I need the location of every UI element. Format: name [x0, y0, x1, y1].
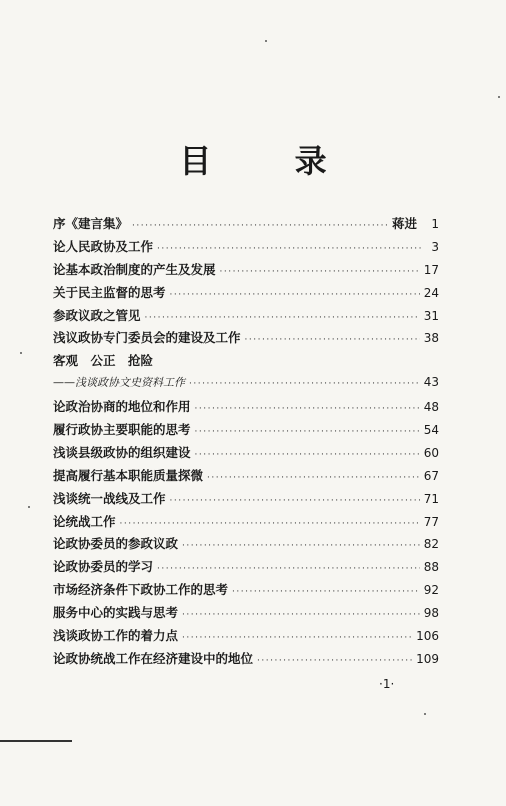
toc-entry [53, 603, 439, 626]
toc-entry-page: 17 [423, 262, 439, 277]
toc-entry-page: 60 [423, 445, 439, 460]
toc-entry-title: 浅议政协专门委员会的建设及工作 [53, 330, 241, 346]
dot-leader [182, 610, 420, 620]
toc-entry [53, 512, 439, 535]
toc-entry [53, 397, 439, 420]
toc-entry-title: 论人民政协及工作 [53, 238, 154, 254]
scan-speck [28, 506, 30, 508]
toc-entry-title: 关于民主监督的思考 [53, 284, 166, 300]
dot-leader [195, 404, 420, 414]
toc-entry-page: 67 [423, 468, 439, 483]
page-title: 目 录 [179, 142, 363, 180]
toc-entry [53, 306, 439, 329]
dot-leader [157, 564, 420, 574]
toc-entry-page: 31 [423, 308, 439, 323]
toc-entry [53, 466, 439, 489]
toc-entry [53, 260, 439, 283]
toc-entry [53, 489, 439, 512]
toc-entry-title: 论统战工作 [53, 513, 116, 529]
toc-entry-page: 71 [423, 491, 439, 506]
toc-entry-title: 论政协委员的参政议政 [53, 536, 179, 552]
toc-entry [53, 351, 439, 374]
toc-entry-page: 77 [423, 514, 439, 529]
toc-entry-title: 论政协统战工作在经济建设中的地位 [53, 650, 254, 666]
toc-entry-title: 服务中心的实践与思考 [53, 605, 179, 621]
toc-entry [53, 420, 439, 443]
toc-entry-page: 98 [423, 606, 439, 621]
dot-leader [145, 313, 420, 323]
toc-entry-title: 参政议政之管见 [53, 307, 141, 323]
toc-entry-title: 客观 公正 抢险 [53, 353, 154, 369]
toc-entry-page: 106 [416, 629, 439, 644]
toc-entry-page: 43 [423, 375, 439, 390]
dot-leader [189, 379, 420, 389]
scan-speck [498, 96, 500, 98]
dot-leader [120, 519, 420, 529]
toc-entry [53, 283, 439, 306]
dot-leader [207, 473, 420, 483]
toc-entry-title: 论基本政治制度的产生及发展 [53, 261, 216, 277]
toc-entry-title: 浅谈统一战线及工作 [53, 490, 166, 506]
toc-entry [53, 580, 439, 603]
toc-entry [53, 649, 439, 672]
toc-entry-title: ——浅谈政协文史资料工作 [53, 376, 185, 390]
dot-leader [232, 587, 420, 597]
toc-entry [53, 443, 439, 466]
toc-entry-page: 38 [423, 331, 439, 346]
scan-mark [0, 740, 72, 742]
toc-entry-title: 序《建言集》 [53, 216, 129, 231]
dot-leader [220, 267, 420, 277]
table-of-contents [53, 214, 439, 672]
dot-leader [182, 633, 412, 643]
toc-entry-page: 92 [423, 583, 439, 598]
dot-leader [195, 427, 420, 437]
dot-leader [257, 656, 412, 666]
toc-entry-page: 48 [423, 400, 439, 415]
dot-leader [245, 335, 420, 345]
dot-leader [170, 290, 420, 300]
dot-leader [157, 244, 421, 254]
toc-entry-page: 82 [423, 537, 439, 552]
toc-entry [53, 237, 439, 260]
toc-entry [53, 534, 439, 557]
toc-entry-title: 市场经济条件下政协工作的思考 [53, 582, 229, 598]
toc-entry-author: 蒋进 [391, 216, 417, 231]
dot-leader [195, 450, 420, 460]
dot-leader [170, 496, 420, 506]
toc-entry-title: 履行政协主要职能的思考 [53, 422, 191, 438]
scan-speck [20, 352, 22, 354]
toc-entry-title: 论政治协商的地位和作用 [53, 399, 191, 415]
toc-entry-page: 3 [431, 239, 439, 254]
toc-entry-page: 88 [423, 560, 439, 575]
dot-leader [132, 221, 388, 231]
toc-entry [53, 557, 439, 580]
toc-entry-title: 论政协委员的学习 [53, 559, 154, 575]
toc-entry-page: 24 [423, 285, 439, 300]
toc-entry-page: 109 [416, 651, 439, 666]
toc-entry [53, 374, 439, 397]
toc-entry [53, 328, 439, 351]
toc-entry [53, 214, 439, 237]
scan-speck [265, 40, 267, 42]
page-number: ·1· [379, 677, 395, 691]
scan-speck [424, 713, 426, 715]
toc-entry-title: 浅谈政协工作的着力点 [53, 628, 179, 644]
toc-entry [53, 626, 439, 649]
toc-entry-title: 浅谈县级政协的组织建设 [53, 444, 191, 460]
toc-entry-page: 54 [423, 423, 439, 438]
toc-entry-page: 1 [431, 217, 439, 231]
toc-entry-title: 提高履行基本职能质量探微 [53, 467, 204, 483]
dot-leader [182, 541, 420, 551]
